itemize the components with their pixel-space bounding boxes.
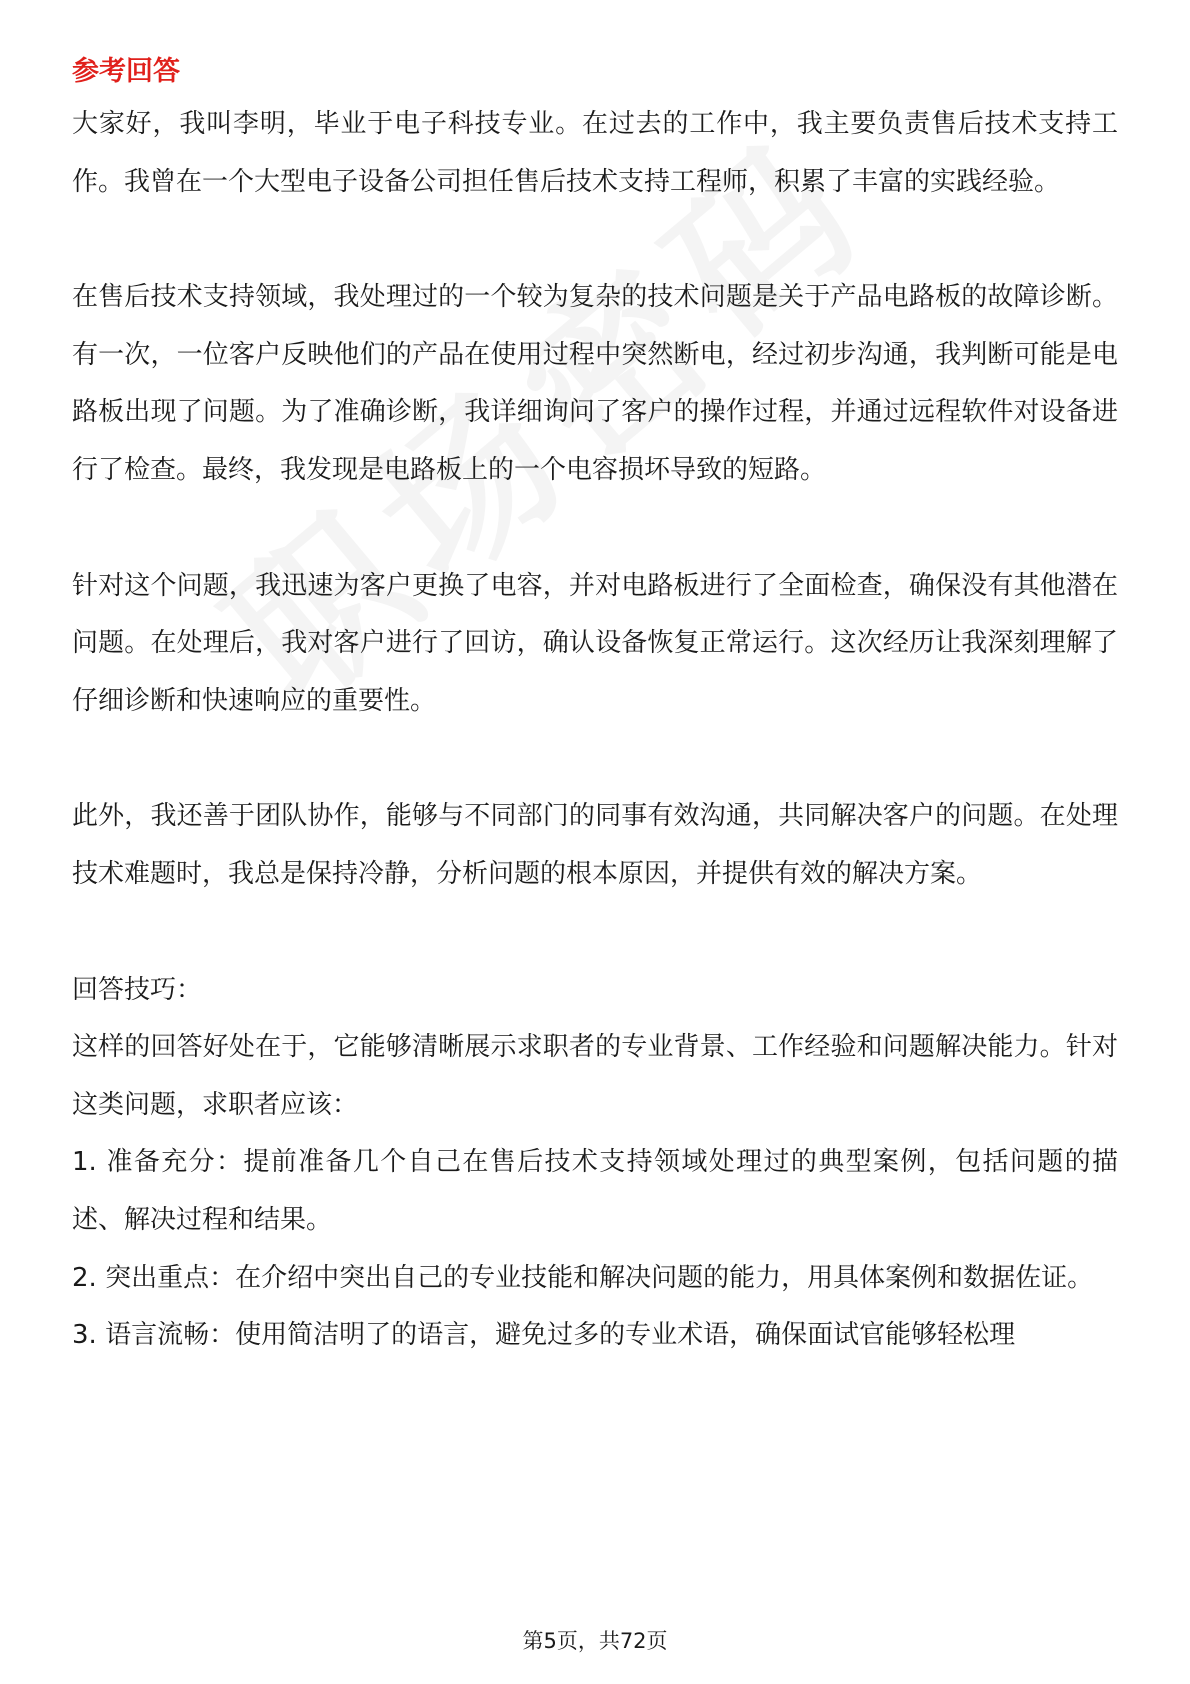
tips-item-3: 3. 语言流畅：使用简洁明了的语言，避免过多的专业术语，确保面试官能够轻松理: [72, 1320, 1016, 1351]
paragraph-teamwork: 此外，我还善于团队协作，能够与不同部门的同事有效沟通，共同解决客户的问题。在处理技术难题时，我总是保持冷静，分析问题的根本原因，并提供有效的解决方案。: [72, 801, 1118, 889]
page-number: 第5页，共72页: [522, 1629, 668, 1653]
paragraph-gap: [72, 211, 1118, 269]
tips-item-2: 2. 突出重点：在介绍中突出自己的专业技能和解决问题的能力，用具体案例和数据佐证。: [72, 1262, 1094, 1293]
section-heading: 参考回答: [72, 56, 180, 87]
tips-item-1: 1. 准备充分：提前准备几个自己在售后技术支持领域处理过的典型案例，包括问题的描述、解决过程和结果。: [72, 1147, 1118, 1235]
paragraph-gap: [72, 904, 1118, 962]
paragraph-gap: [72, 500, 1118, 558]
paragraph-solution: 针对这个问题，我迅速为客户更换了电容，并对电路板进行了全面检查，确保没有其他潜在问题。在处理后，我对客户进行了回访，确认设备恢复正常运行。这次经历让我深刻理解了仔细诊断和快速响应的重要性。: [72, 570, 1118, 716]
paragraph-case: 在售后技术支持领域，我处理过的一个较为复杂的技术问题是关于产品电路板的故障诊断。有一次，一位客户反映他们的产品在使用过程中突然断电，经过初步沟通，我判断可能是电路板出现了问题。为了准确诊断，我详细询问了客户的操作过程，并通过远程软件对设备进行了检查。最终，我发现是电路板上的一个电容损坏导致的短路。: [72, 282, 1118, 485]
tips-intro: 这样的回答好处在于，它能够清晰展示求职者的专业背景、工作经验和问题解决能力。针对这类问题，求职者应该：: [72, 1032, 1118, 1120]
page-content: [72, 48, 1118, 1365]
tips-title: 回答技巧：: [72, 974, 203, 1005]
paragraph-gap: [72, 730, 1118, 788]
paragraph-intro: 大家好，我叫李明，毕业于电子科技专业。在过去的工作中，我主要负责售后技术支持工作。我曾在一个大型电子设备公司担任售后技术支持工程师，积累了丰富的实践经验。: [72, 109, 1118, 197]
